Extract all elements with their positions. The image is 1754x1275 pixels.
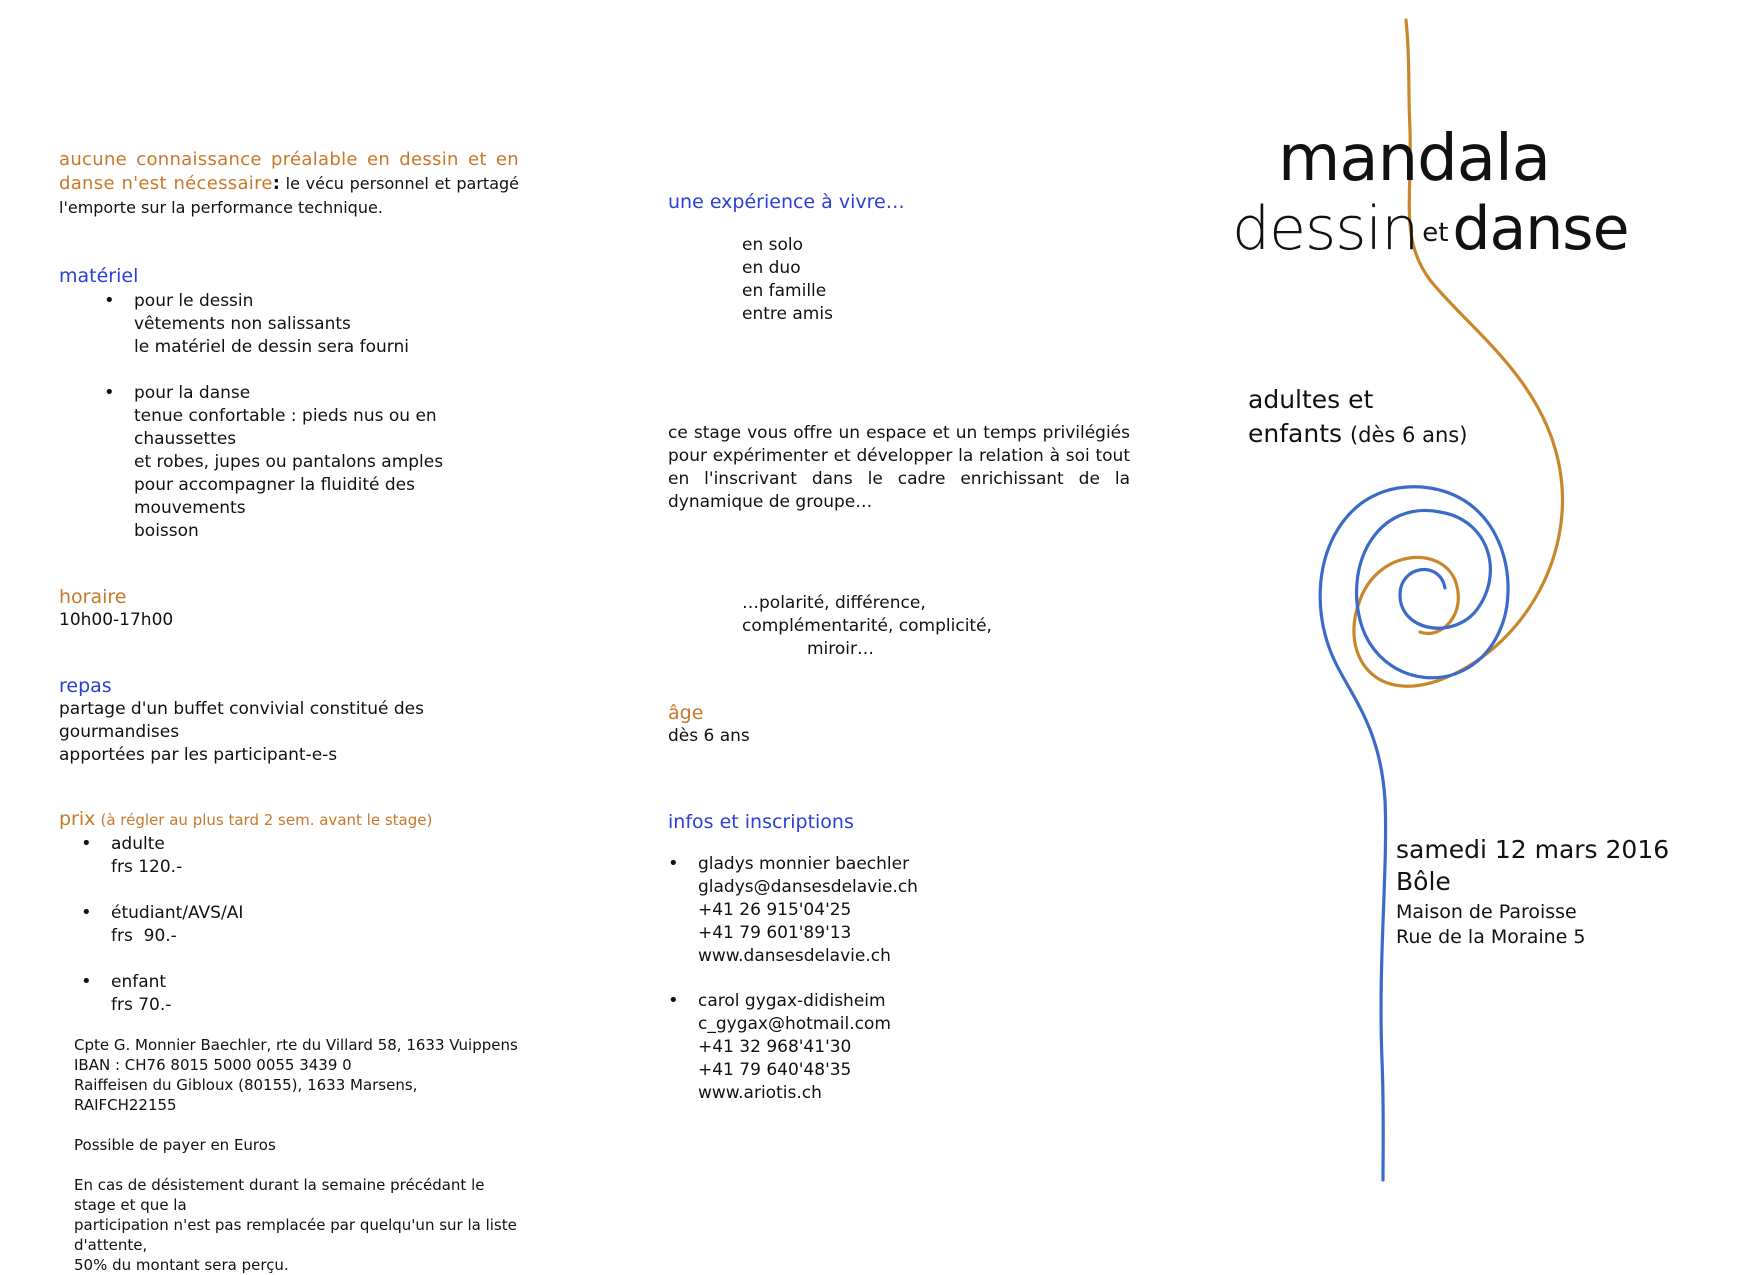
prix-list <box>81 833 519 1017</box>
intro-highlight: aucune connaissance préalable en dessin et en danse n'est nécessaire <box>59 149 519 194</box>
materiel-line: tenue confortable : pieds nus ou en chaussettes <box>134 406 437 449</box>
intro-paragraph <box>59 148 519 220</box>
prix-item-title: étudiant/AVS/AI <box>111 903 244 923</box>
audience-line2: enfants <box>1248 419 1343 448</box>
prix-item <box>81 971 519 1017</box>
materiel-line: le matériel de dessin sera fourni <box>134 337 409 357</box>
event-info <box>1396 834 1736 950</box>
bullet-icon: • <box>104 290 115 311</box>
bank-line: IBAN : CH76 8015 5000 0055 3439 0 <box>74 1056 352 1074</box>
bullet-icon: • <box>668 853 679 874</box>
contact-phone: +41 79 601'89'13 <box>698 923 852 943</box>
subtitle-et: et <box>1422 218 1449 248</box>
contact-phone: +41 79 640'48'35 <box>698 1060 852 1080</box>
prix-heading: prix <box>59 808 96 830</box>
intro-colon: : <box>272 173 280 194</box>
audience <box>1248 383 1508 452</box>
event-place: Bôle <box>1396 867 1451 896</box>
infos-heading: infos et inscriptions <box>668 811 854 833</box>
subtitle-dessin: dessin <box>1232 194 1419 264</box>
polarite-block <box>742 592 1130 661</box>
audience-line2-row <box>1248 417 1508 452</box>
bank-line: Cpte G. Monnier Baechler, rte du Villard 58, 1633 Vuippens <box>74 1036 518 1054</box>
middle-column <box>668 190 1130 1105</box>
experience-list <box>742 234 1130 326</box>
bullet-icon: • <box>81 902 92 923</box>
cancel-line: 50% du montant sera perçu. <box>74 1256 289 1274</box>
contact-website[interactable]: www.dansesdelavie.ch <box>698 946 891 966</box>
experience-item: en solo <box>742 235 804 255</box>
materiel-item-title: pour le dessin <box>134 291 254 311</box>
contacts-list <box>668 853 1130 1105</box>
horaire-heading: horaire <box>59 586 127 608</box>
experience-heading: une expérience à vivre… <box>668 191 905 213</box>
audience-age: (dès 6 ans) <box>1349 423 1468 447</box>
bullet-icon: • <box>104 382 115 403</box>
materiel-line: vêtements non salissants <box>134 314 351 334</box>
contact-website[interactable]: www.ariotis.ch <box>698 1083 822 1103</box>
contact-email[interactable]: gladys@dansesdelavie.ch <box>698 877 918 897</box>
age-heading: âge <box>668 702 704 724</box>
prix-note: (à régler au plus tard 2 sem. avant le stage) <box>100 811 433 829</box>
prix-heading-row <box>59 807 519 831</box>
contact-name: carol gygax-didisheim <box>698 991 886 1011</box>
cancel-line: En cas de désistement durant la semaine précédant le stage et que la <box>74 1176 485 1214</box>
contact-phone: +41 26 915'04'25 <box>698 900 852 920</box>
prix-item-price: frs 90.- <box>111 926 177 946</box>
title-mandala: mandala <box>1278 122 1550 196</box>
materiel-line: et robes, jupes ou pantalons amples <box>134 452 444 472</box>
contact-phone: +41 32 968'41'30 <box>698 1037 852 1057</box>
left-column <box>59 148 519 1275</box>
contact-email[interactable]: c_gygax@hotmail.com <box>698 1014 891 1034</box>
prix-item <box>81 902 519 948</box>
prix-item-price: frs 120.- <box>111 857 183 877</box>
prix-item-title: adulte <box>111 834 165 854</box>
repas-heading: repas <box>59 675 112 697</box>
polarite-line: …polarité, différence, <box>742 593 926 613</box>
experience-item: en famille <box>742 281 827 301</box>
bullet-icon: • <box>81 971 92 992</box>
bullet-icon: • <box>81 833 92 854</box>
intro-rest: le vécu personnel et partagé l'emporte sur la performance technique. <box>59 174 519 217</box>
materiel-item-title: pour la danse <box>134 383 251 403</box>
horaire-value: 10h00-17h00 <box>59 610 174 630</box>
prix-item-title: enfant <box>111 972 167 992</box>
contact-carol <box>668 990 1130 1105</box>
experience-item: en duo <box>742 258 801 278</box>
prix-item <box>81 833 519 879</box>
materiel-list <box>104 290 519 543</box>
orange-strand <box>1354 20 1563 686</box>
event-address: Rue de la Moraine 5 <box>1396 926 1586 948</box>
bullet-icon: • <box>668 990 679 1011</box>
polarite-line: miroir… <box>807 639 875 659</box>
materiel-item-danse <box>104 382 519 543</box>
contact-gladys <box>668 853 1130 968</box>
prix-item-price: frs 70.- <box>111 995 172 1015</box>
experience-item: entre amis <box>742 304 833 324</box>
age-value: dès 6 ans <box>668 726 750 746</box>
euros-note: Possible de payer en Euros <box>74 1136 276 1154</box>
event-venue: Maison de Paroisse <box>1396 901 1577 923</box>
cover-subtitle <box>1232 196 1712 262</box>
bank-details <box>74 1035 519 1275</box>
polarite-line: complémentarité, complicité, <box>742 616 992 636</box>
event-date: samedi 12 mars 2016 <box>1396 835 1670 864</box>
cover-title <box>1278 122 1678 196</box>
stage-paragraph: ce stage vous offre un espace et un temps privilégiés pour expérimenter et développer la relation à soi tout en l'inscrivant dans le cadre enrichissant de la dynamique de groupe… <box>668 423 1130 512</box>
repas-line: apportées par les participant-e-s <box>59 745 338 765</box>
repas-line: partage d'un buffet convivial constitué des gourmandises <box>59 699 424 742</box>
materiel-line: boisson <box>134 521 199 541</box>
bank-line: Raiffeisen du Gibloux (80155), 1633 Marsens, RAIFCH22155 <box>74 1076 418 1114</box>
materiel-heading: matériel <box>59 265 139 287</box>
cancel-line: participation n'est pas remplacée par quelqu'un sur la liste d'attente, <box>74 1216 517 1254</box>
contact-name: gladys monnier baechler <box>698 854 910 874</box>
materiel-line: pour accompagner la fluidité des mouvements <box>134 475 415 518</box>
subtitle-danse: danse <box>1452 194 1629 264</box>
materiel-item-dessin <box>104 290 519 359</box>
audience-line1: adultes et <box>1248 385 1374 414</box>
